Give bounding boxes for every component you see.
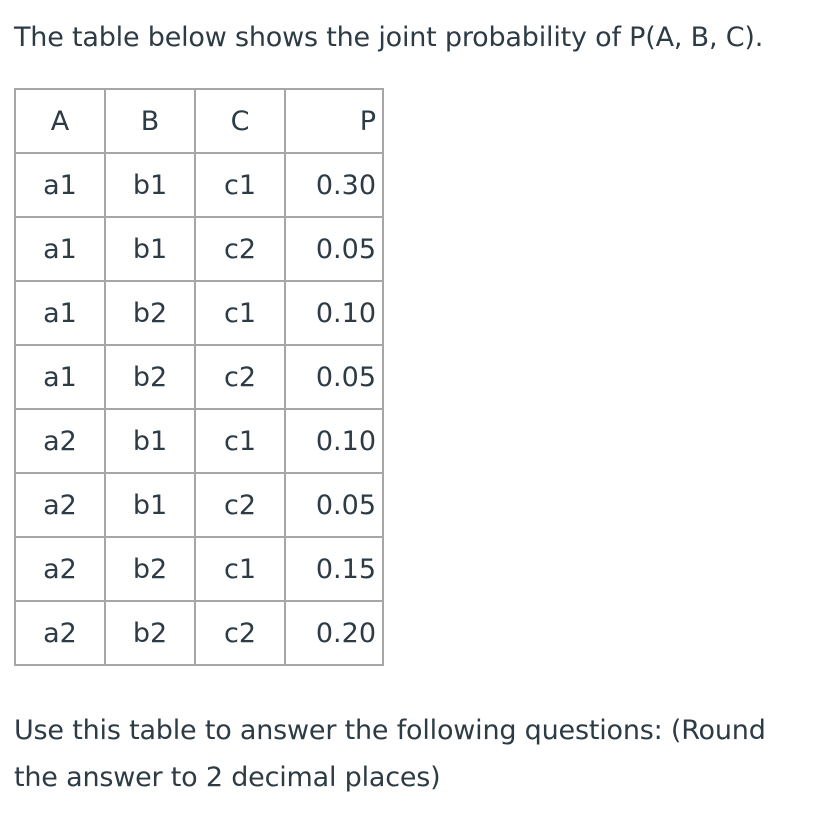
cell-c: c1 — [195, 281, 285, 345]
cell-p: 0.20 — [285, 601, 383, 665]
cell-p: 0.10 — [285, 281, 383, 345]
table-row — [15, 601, 383, 665]
table-row — [15, 473, 383, 537]
table-row — [15, 217, 383, 281]
cell-a: a1 — [15, 345, 105, 409]
cell-a: a1 — [15, 281, 105, 345]
cell-b: b1 — [105, 409, 195, 473]
instructions-text: Use this table to answer the following questions: (Round the answer to 2 decimal places) — [14, 715, 766, 793]
table-row — [15, 537, 383, 601]
cell-b: b1 — [105, 473, 195, 537]
cell-b: b2 — [105, 601, 195, 665]
intro-text: The table below shows the joint probability of P(A, B, C). — [14, 22, 764, 53]
cell-b: b2 — [105, 537, 195, 601]
table-row — [15, 153, 383, 217]
cell-c: c2 — [195, 217, 285, 281]
cell-b: b2 — [105, 281, 195, 345]
cell-p: 0.05 — [285, 473, 383, 537]
cell-a: a2 — [15, 473, 105, 537]
cell-c: c1 — [195, 537, 285, 601]
cell-c: c1 — [195, 153, 285, 217]
cell-c: c1 — [195, 409, 285, 473]
cell-b: b1 — [105, 217, 195, 281]
cell-p: 0.10 — [285, 409, 383, 473]
cell-c: c2 — [195, 345, 285, 409]
table-header-row — [15, 89, 383, 153]
cell-p: 0.05 — [285, 345, 383, 409]
cell-b: b2 — [105, 345, 195, 409]
column-header-b: B — [105, 89, 195, 153]
cell-p: 0.15 — [285, 537, 383, 601]
cell-a: a2 — [15, 409, 105, 473]
column-header-p: P — [285, 89, 383, 153]
cell-p: 0.05 — [285, 217, 383, 281]
cell-a: a2 — [15, 601, 105, 665]
cell-c: c2 — [195, 473, 285, 537]
column-header-a: A — [15, 89, 105, 153]
cell-a: a1 — [15, 153, 105, 217]
joint-probability-table — [14, 88, 384, 666]
cell-p: 0.30 — [285, 153, 383, 217]
column-header-c: C — [195, 89, 285, 153]
cell-a: a1 — [15, 217, 105, 281]
table-row — [15, 345, 383, 409]
table-row — [15, 409, 383, 473]
cell-b: b1 — [105, 153, 195, 217]
cell-c: c2 — [195, 601, 285, 665]
cell-a: a2 — [15, 537, 105, 601]
table-row — [15, 281, 383, 345]
